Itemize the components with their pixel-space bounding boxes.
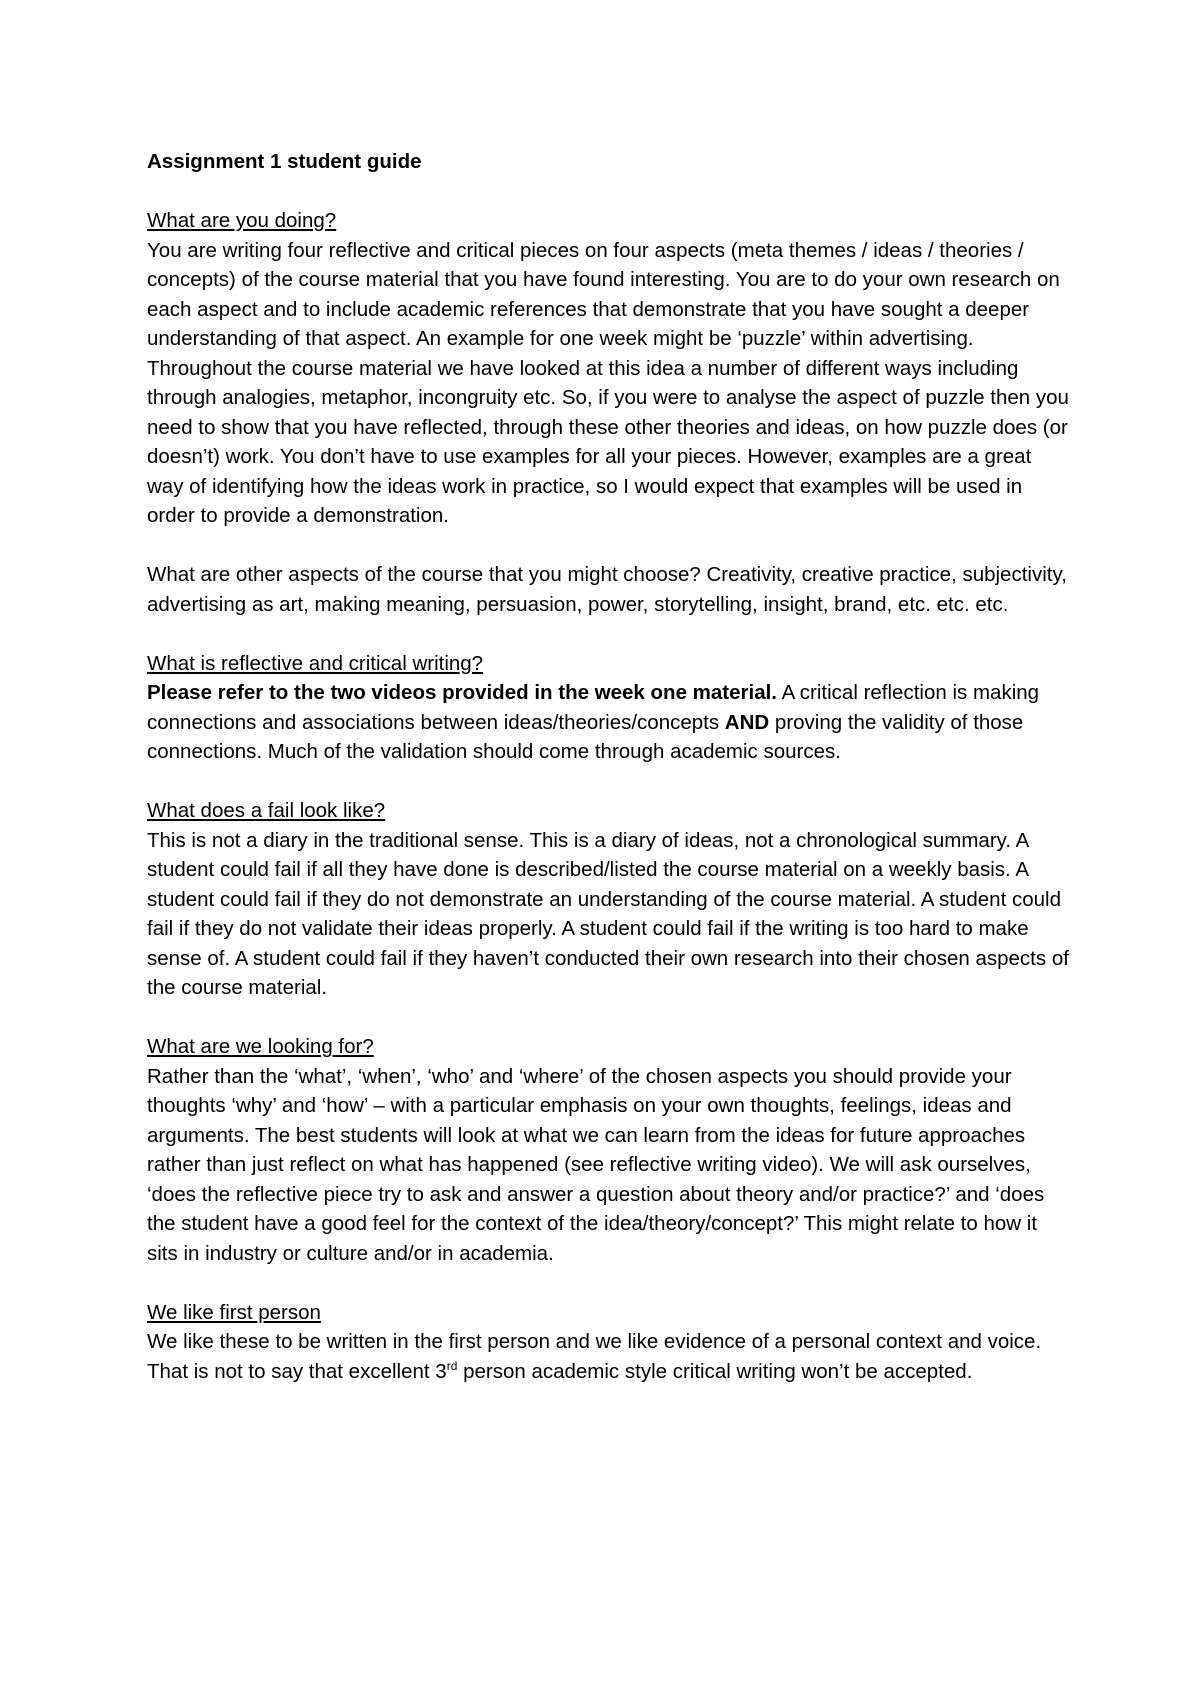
body-bold-emphasis: AND xyxy=(724,710,770,734)
section-heading: What are we looking for? xyxy=(147,1035,374,1058)
section-heading: What does a fail look like? xyxy=(147,799,386,822)
section-body: This is not a diary in the traditional sense. This is a diary of ideas, not a chronological summary. A student could fail if all they have done is described/listed the course material on a weekly basis. A student could fail if they do not demonstrate an understanding of the course material. A student could fail if they do not validate their ideas properly. A student could fail if the writing is too hard to make sense of. A student could fail if they haven’t conducted their own research into their chosen aspects of the course material. xyxy=(147,828,1069,999)
section-we-like-first-person xyxy=(147,1298,1072,1387)
ordinal-superscript: rd xyxy=(446,1358,458,1373)
section-body: You are writing four reflective and critical pieces on four aspects (meta themes / ideas / theories / concepts) of the course material that you have found interesting. You are to do your own research on each aspect and to include academic references that demonstrate that you have sought a deeper understanding of that aspect. An example for one week might be ‘puzzle’ within advertising. Throughout the course material we have looked at this idea a number of different ways including through analogies, metaphor, incongruity etc. So, if you were to analyse the aspect of puzzle then you need to show that you have reflected, through these other theories and ideas, on how puzzle does (or doesn’t) work. You don’t have to use examples for all your pieces. However, examples are a great way of identifying how the ideas work in practice, so I would expect that examples will be used in order to provide a demonstration. xyxy=(147,238,1069,527)
body-text: person academic style critical writing won’t be accepted. xyxy=(457,1359,973,1383)
body-text: A critical reflection is making connections and associations between ideas/theories/concepts xyxy=(147,681,1040,734)
document-title: Assignment 1 student guide xyxy=(147,150,422,173)
section-other-aspects xyxy=(147,560,1072,619)
body-text: proving the validity of those connections. Much of the validation should come through academic sources. xyxy=(147,710,1024,763)
section-body: Rather than the ‘what’, ‘when’, ‘who’ and ‘where’ of the chosen aspects you should provide your thoughts ‘why’ and ‘how’ – with a particular emphasis on your own thoughts, feelings, ideas and arguments. The best students will look at what we can learn from the ideas for future approaches rather than just reflect on what has happened (see reflective writing video). We will ask ourselves, ‘does the reflective piece try to ask and answer a question about theory and/or practice?’ and ‘does the student have a good feel for the context of the idea/theory/concept?’ This might relate to how it sits in industry or culture and/or in academia. xyxy=(147,1064,1045,1265)
document-page xyxy=(147,147,1072,1416)
section-heading: What are you doing? xyxy=(147,209,337,232)
section-what-does-a-fail-look-like xyxy=(147,796,1072,1003)
section-body xyxy=(147,1327,1072,1386)
section-heading: We like first person xyxy=(147,1300,321,1324)
section-reflective-critical-writing xyxy=(147,649,1072,767)
section-what-are-you-doing xyxy=(147,206,1072,531)
body-bold-lead: Please refer to the two videos provided in the week one material. xyxy=(147,681,777,704)
section-body xyxy=(147,678,1072,767)
body-text: We like these to be written in the first person and we like evidence of a personal context and voice. That is not to say that excellent 3 xyxy=(147,1330,1042,1383)
section-body: What are other aspects of the course that you might choose? Creativity, creative practice, subjectivity, advertising as art, making meaning, persuasion, power, storytelling, insight, brand, etc. etc. etc. xyxy=(147,563,1067,616)
section-heading: What is reflective and critical writing? xyxy=(147,651,484,675)
section-what-are-we-looking-for xyxy=(147,1032,1072,1268)
